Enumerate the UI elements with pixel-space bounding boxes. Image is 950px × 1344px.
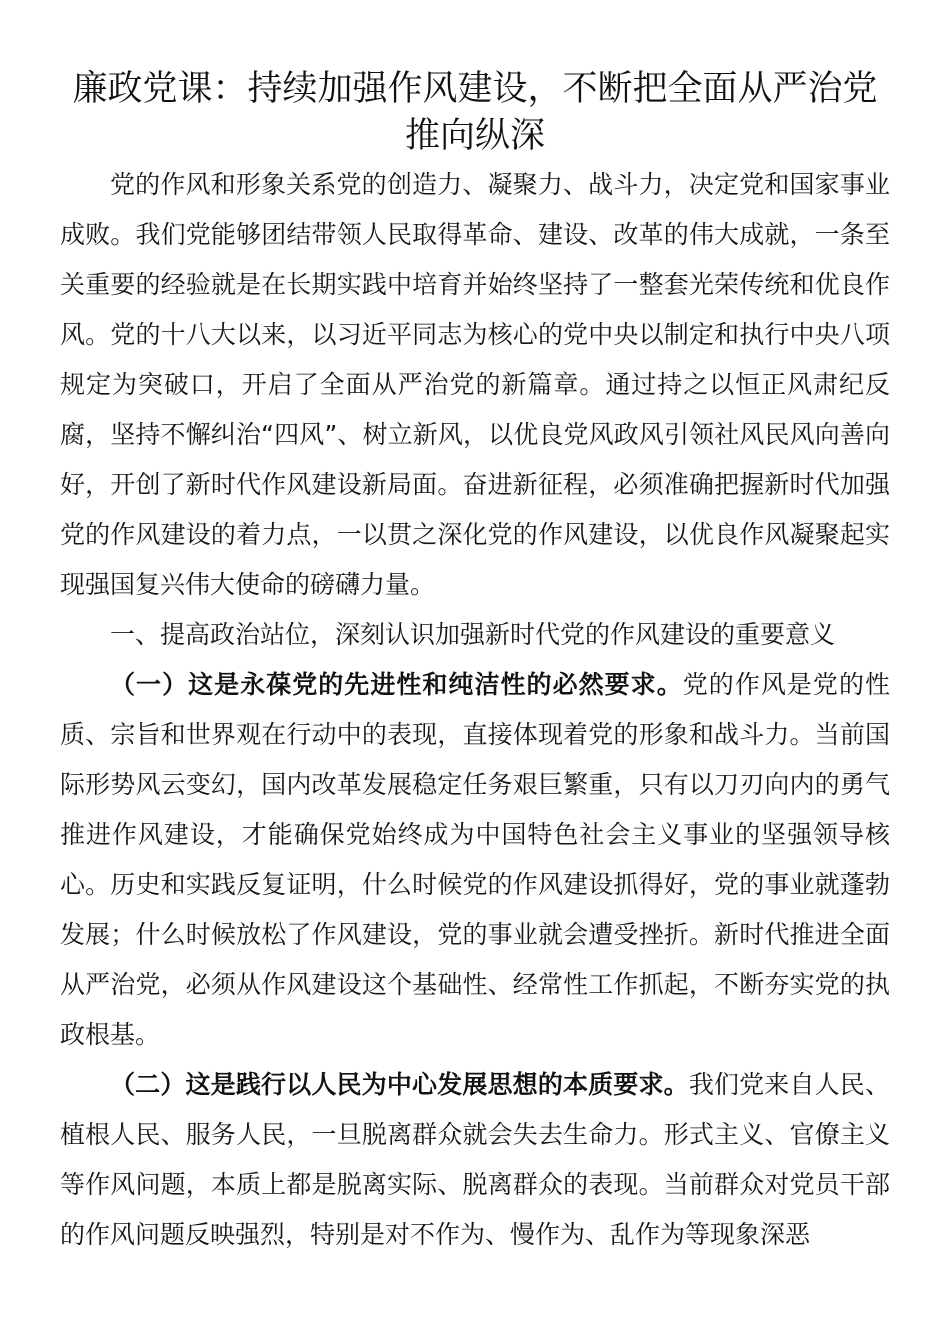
- item-lead-1: （一）这是永葆党的先进性和纯洁性的必然要求。: [110, 670, 683, 699]
- section-heading-1: 一、提高政治站位，深刻认识加强新时代党的作风建设的重要意义: [110, 620, 836, 649]
- document-title: 廉政党课：持续加强作风建设，不断把全面从严治党推向纵深: [72, 69, 878, 156]
- item-paragraph-1: [60, 660, 890, 1060]
- item-body-1: 党的作风是党的性质、宗旨和世界观在行动中的表现，直接体现着党的形象和战斗力。当前国际形势风云变幻，国内改革发展稳定任务艰巨繁重，只有以刀刃向内的勇气推进作风建设，才能确保党始终成为中国特色社会主义事业的坚强领导核心。历史和实践反复证明，什么时候党的作风建设抓得好，党的事业就蓬勃发展；什么时候放松了作风建设，党的事业就会遭受挫折。新时代推进全面从严治党，必须从作风建设这个基础性、经常性工作抓起，不断夯实党的执政根基。: [60, 670, 890, 1049]
- item-lead-2: （二）这是践行以人民为中心发展思想的本质要求。: [110, 1070, 689, 1099]
- document-page: [60, 66, 890, 1260]
- item-body-2: 我们党来自人民、植根人民、服务人民，一旦脱离群众就会失去生命力。形式主义、官僚主义等作风问题，本质上都是脱离实际、脱离群众的表现。当前群众对党员干部的作风问题反映强烈，特别是对不作为、慢作为、乱作为等现象深恶: [60, 1070, 890, 1249]
- item-paragraph-2: [60, 1060, 890, 1260]
- intro-paragraph: 党的作风和形象关系党的创造力、凝聚力、战斗力，决定党和国家事业成败。我们党能够团结带领人民取得革命、建设、改革的伟大成就，一条至关重要的经验就是在长期实践中培育并始终坚持了一整套光荣传统和优良作风。党的十八大以来，以习近平同志为核心的党中央以制定和执行中央八项规定为突破口，开启了全面从严治党的新篇章。通过持之以恒正风肃纪反腐，坚持不懈纠治“四风”、树立新风，以优良党风政风引领社风民风向善向好，开创了新时代作风建设新局面。奋进新征程，必须准确把握新时代加强党的作风建设的着力点，一以贯之深化党的作风建设，以优良作风凝聚起实现强国复兴伟大使命的磅礴力量。: [60, 170, 890, 599]
